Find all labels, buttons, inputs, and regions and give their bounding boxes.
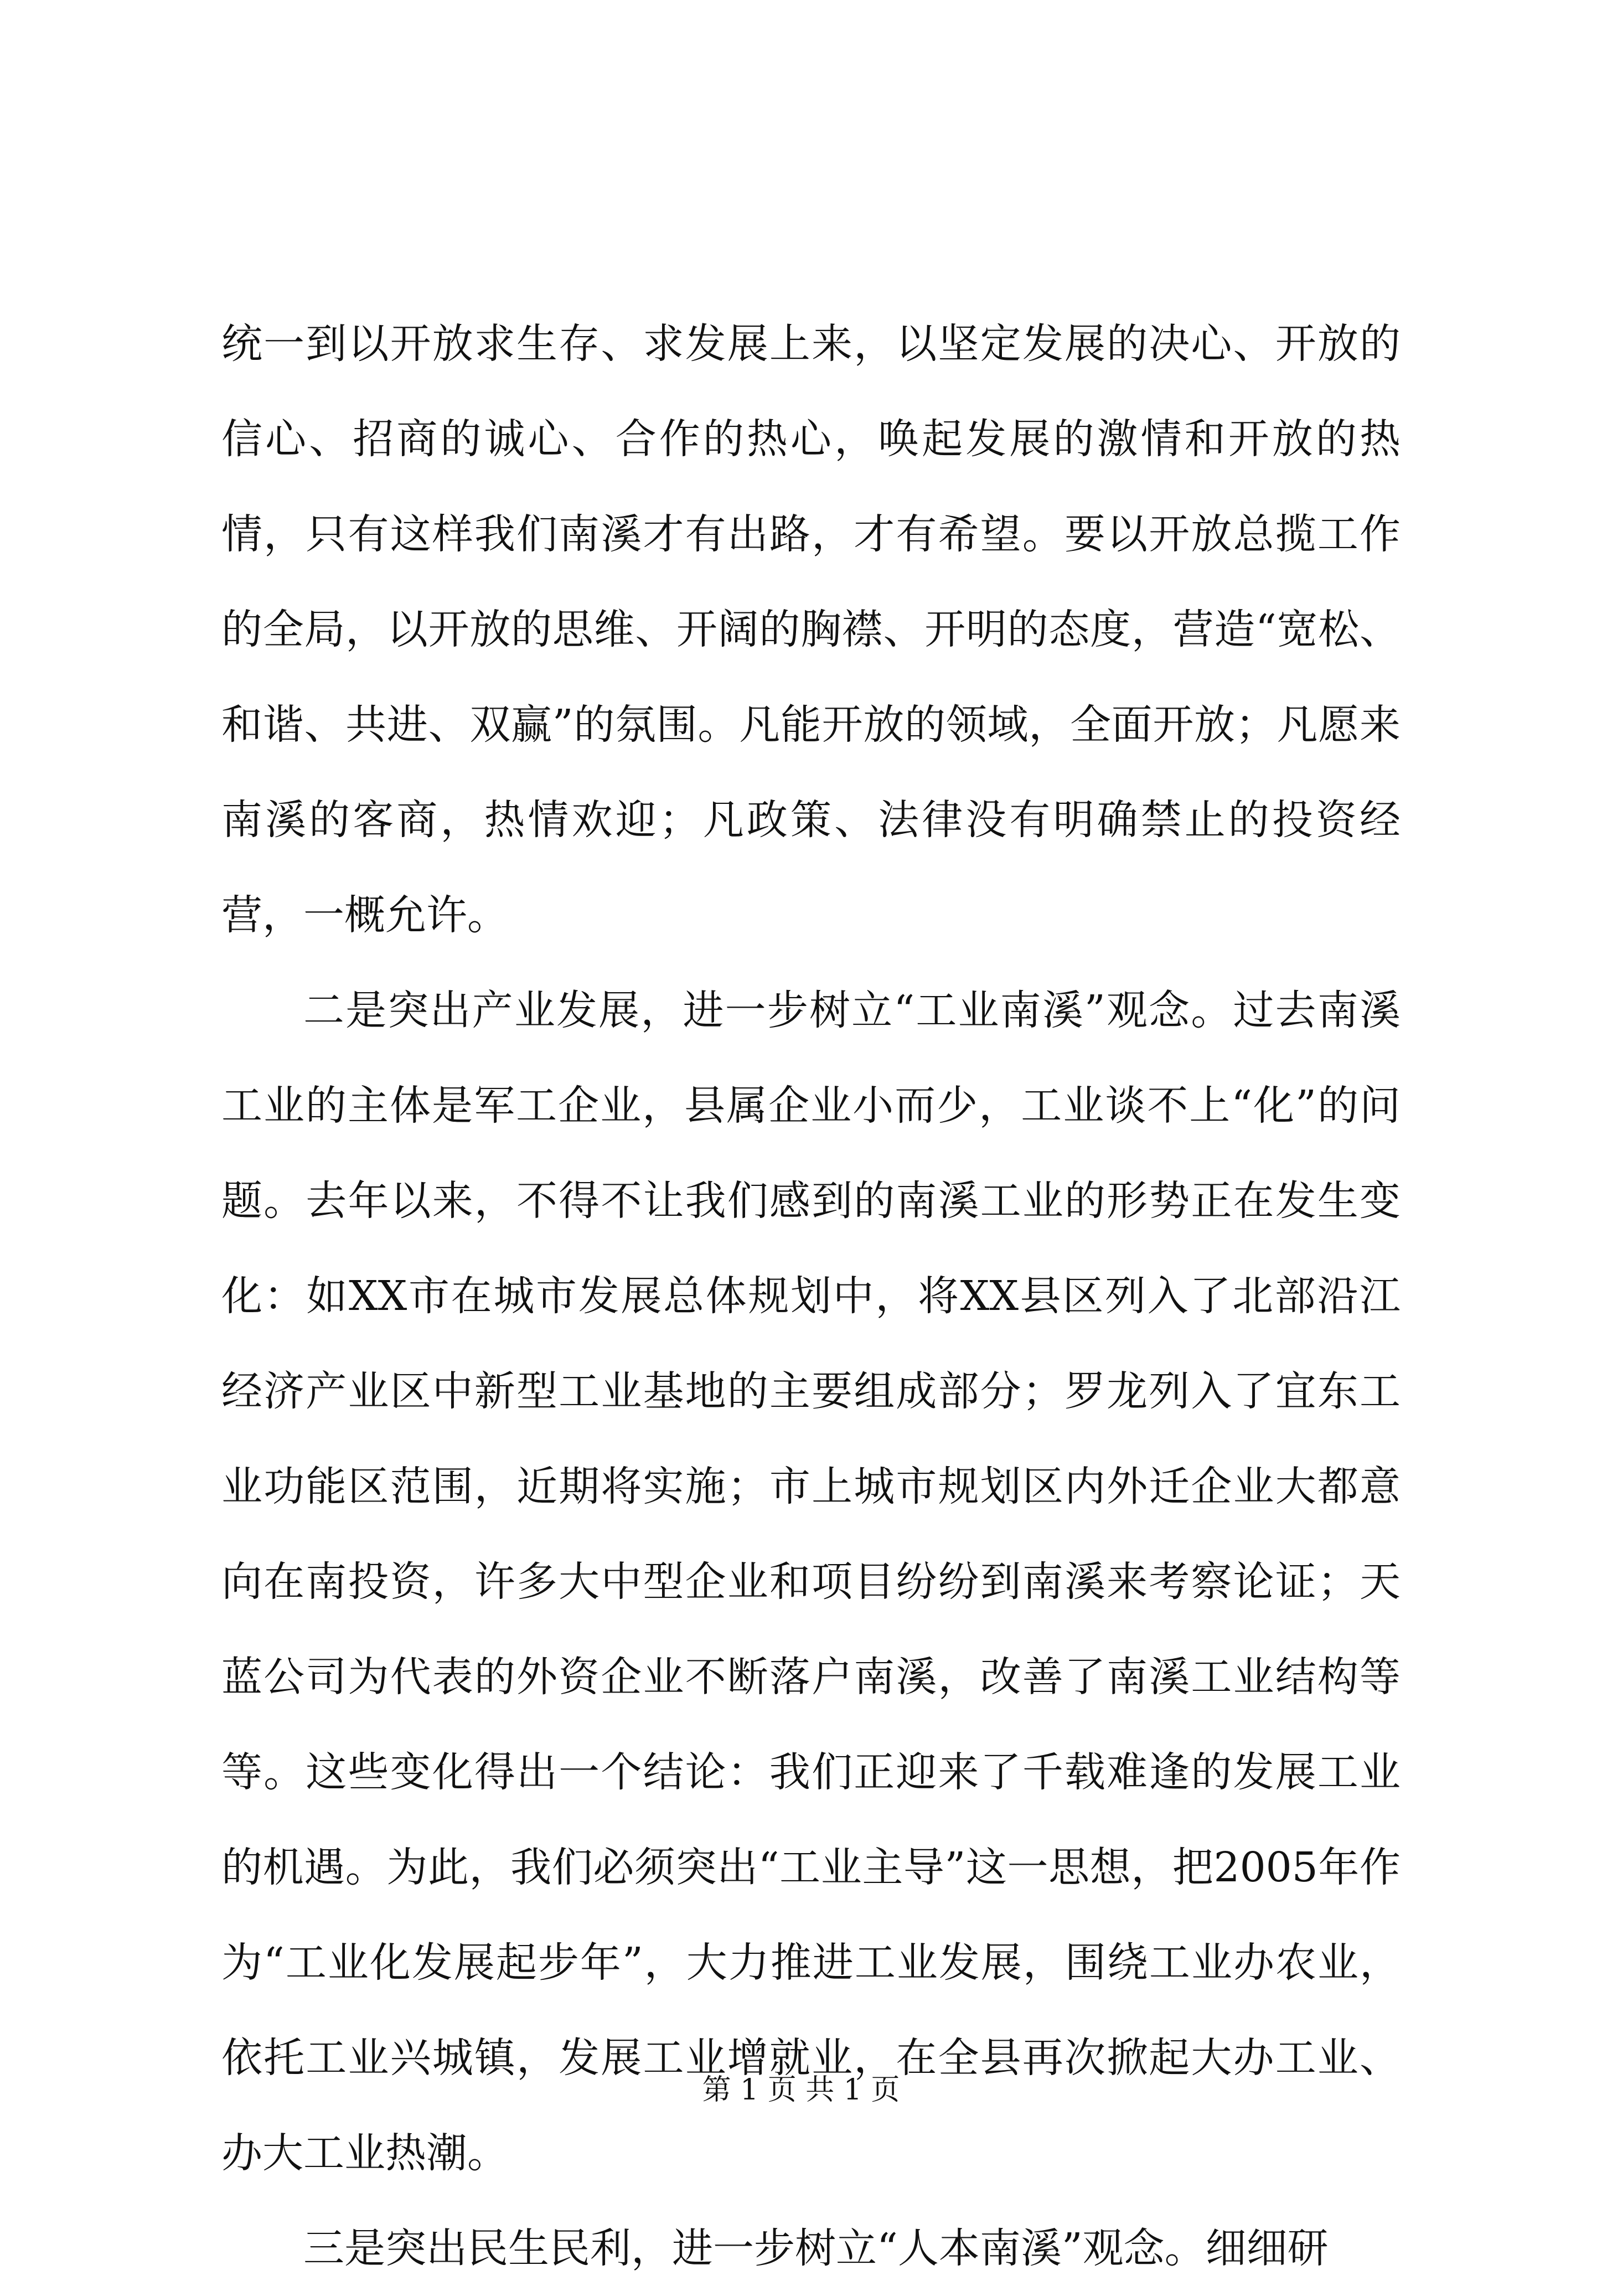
document-body (221, 296, 1401, 2296)
page-footer (0, 2073, 1602, 2107)
page-number-label: 第 1 页 共 1 页 (702, 2073, 900, 2107)
paragraph-1: 统一到以开放求生存、求发展上来，以坚定发展的决心、开放的信心、招商的诚心、合作的热心，唤起发展的激情和开放的热情，只有这样我们南溪才有出路，才有希望。要以开放总揽工作的全局，以开放的思维、开阔的胸襟、开明的态度，营造“宽松、和谐、共进、双赢”的氛围。凡能开放的领域，全面开放；凡愿来南溪的客商，热情欢迎；凡政策、法律没有明确禁止的投资经营，一概允许。 (221, 320, 1401, 939)
paragraph-2: 二是突出产业发展，进一步树立“工业南溪”观念。过去南溪工业的主体是军工企业，县属企业小而少，工业谈不上“化”的问题。去年以来，不得不让我们感到的南溪工业的形势正在发生变化：如XX市在城市发展总体规划中，将XX县区列入了北部沿江经济产业区中新型工业基地的主要组成部分；罗龙列入了宜东工业功能区范围，近期将实施；市上城市规划区内外迁企业大都意向在南投资，许多大中型企业和项目纷纷到南溪来考察论证；天蓝公司为代表的外资企业不断落户南溪，改善了南溪工业结构等等。这些变化得出一个结论：我们正迎来了千载难逢的发展工业的机遇。为此，我们必须突出“工业主导”这一思想，把2005年作为“工业化发展起步年”，大力推进工业发展，围绕工业办农业，依托工业兴城镇，发展工业增就业，在全县再次掀起大办工业、办大工业热潮。 (221, 987, 1401, 2177)
paragraph-3: 三是突出民生民利，进一步树立“人本南溪”观念。细细研 (303, 2225, 1329, 2272)
